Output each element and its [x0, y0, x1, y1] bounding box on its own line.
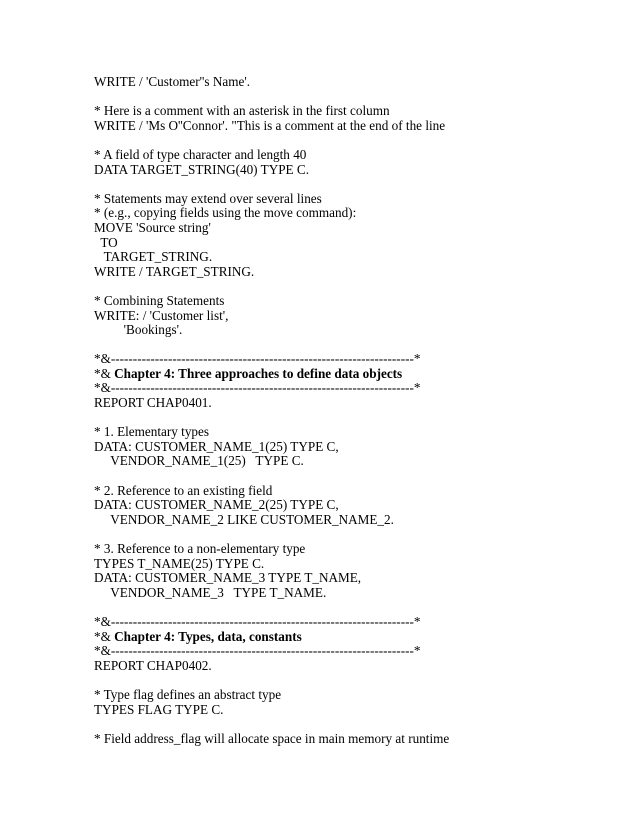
code-line: WRITE / TARGET_STRING.	[94, 263, 255, 279]
code-line: WRITE / 'Customer''s Name'.	[94, 74, 251, 89]
code-line: * 1. Elementary types	[94, 424, 209, 440]
code-line: * A field of type character and length 40	[94, 146, 307, 162]
separator-line: *&---------------------------------------------------------------------*	[94, 643, 421, 659]
code-line: WRITE / 'Ms O''Connor'. "This is a comment at the end of the line	[94, 117, 446, 133]
code-line: * Combining Statements	[94, 292, 225, 308]
blank-line	[94, 133, 449, 148]
chapter-heading	[94, 630, 449, 645]
blank-line	[94, 279, 449, 294]
code-line: VENDOR_NAME_2 LIKE CUSTOMER_NAME_2.	[94, 511, 394, 527]
chapter-heading	[94, 367, 449, 382]
separator-line: *&---------------------------------------------------------------------*	[94, 351, 421, 367]
code-line: TYPES FLAG TYPE C.	[94, 701, 224, 717]
heading-prefix: *&	[94, 628, 115, 644]
blank-line	[94, 411, 449, 426]
code-line: VENDOR_NAME_3 TYPE T_NAME.	[94, 584, 327, 600]
code-line: DATA TARGET_STRING(40) TYPE C.	[94, 161, 309, 177]
code-listing	[94, 75, 449, 746]
blank-line	[94, 673, 449, 688]
code-line: * Field address_flag will allocate space in main memory at runtime	[94, 730, 450, 746]
code-line: WRITE: / 'Customer list',	[94, 307, 229, 323]
code-line: VENDOR_NAME_1(25) TYPE C.	[94, 453, 304, 469]
separator-line: *&---------------------------------------------------------------------*	[94, 613, 421, 629]
code-line: * 2. Reference to an existing field	[94, 482, 273, 498]
code-line: * 3. Reference to a non-elementary type	[94, 541, 306, 556]
code-line: DATA: CUSTOMER_NAME_2(25) TYPE C,	[94, 497, 339, 513]
code-line: * Here is a comment with an asterisk in the first column	[94, 103, 390, 119]
code-line: TYPES T_NAME(25) TYPE C.	[94, 555, 265, 571]
blank-line	[94, 90, 449, 105]
separator-line: *&---------------------------------------------------------------------*	[94, 380, 421, 396]
code-line: REPORT CHAP0401.	[94, 395, 212, 411]
blank-line	[94, 177, 449, 192]
code-line: * (e.g., copying fields using the move command):	[94, 205, 357, 221]
heading-title: Chapter 4: Three approaches to define data objects	[114, 365, 403, 381]
blank-line	[94, 717, 449, 732]
code-line: TO	[94, 234, 118, 250]
code-line: TARGET_STRING.	[94, 249, 213, 265]
heading-title: Chapter 4: Types, data, constants	[114, 628, 302, 644]
code-line: * Statements may extend over several lines	[94, 190, 322, 206]
code-line: DATA: CUSTOMER_NAME_3 TYPE T_NAME,	[94, 570, 362, 586]
blank-line	[94, 600, 449, 615]
code-line: MOVE 'Source string'	[94, 219, 211, 235]
blank-line	[94, 527, 449, 542]
blank-line	[94, 469, 449, 484]
code-line: 'Bookings'.	[94, 322, 183, 338]
code-line: * Type flag defines an abstract type	[94, 686, 282, 702]
code-line: DATA: CUSTOMER_NAME_1(25) TYPE C,	[94, 438, 339, 454]
blank-line	[94, 338, 449, 353]
code-line: REPORT CHAP0402.	[94, 657, 212, 673]
heading-prefix: *&	[94, 365, 115, 381]
